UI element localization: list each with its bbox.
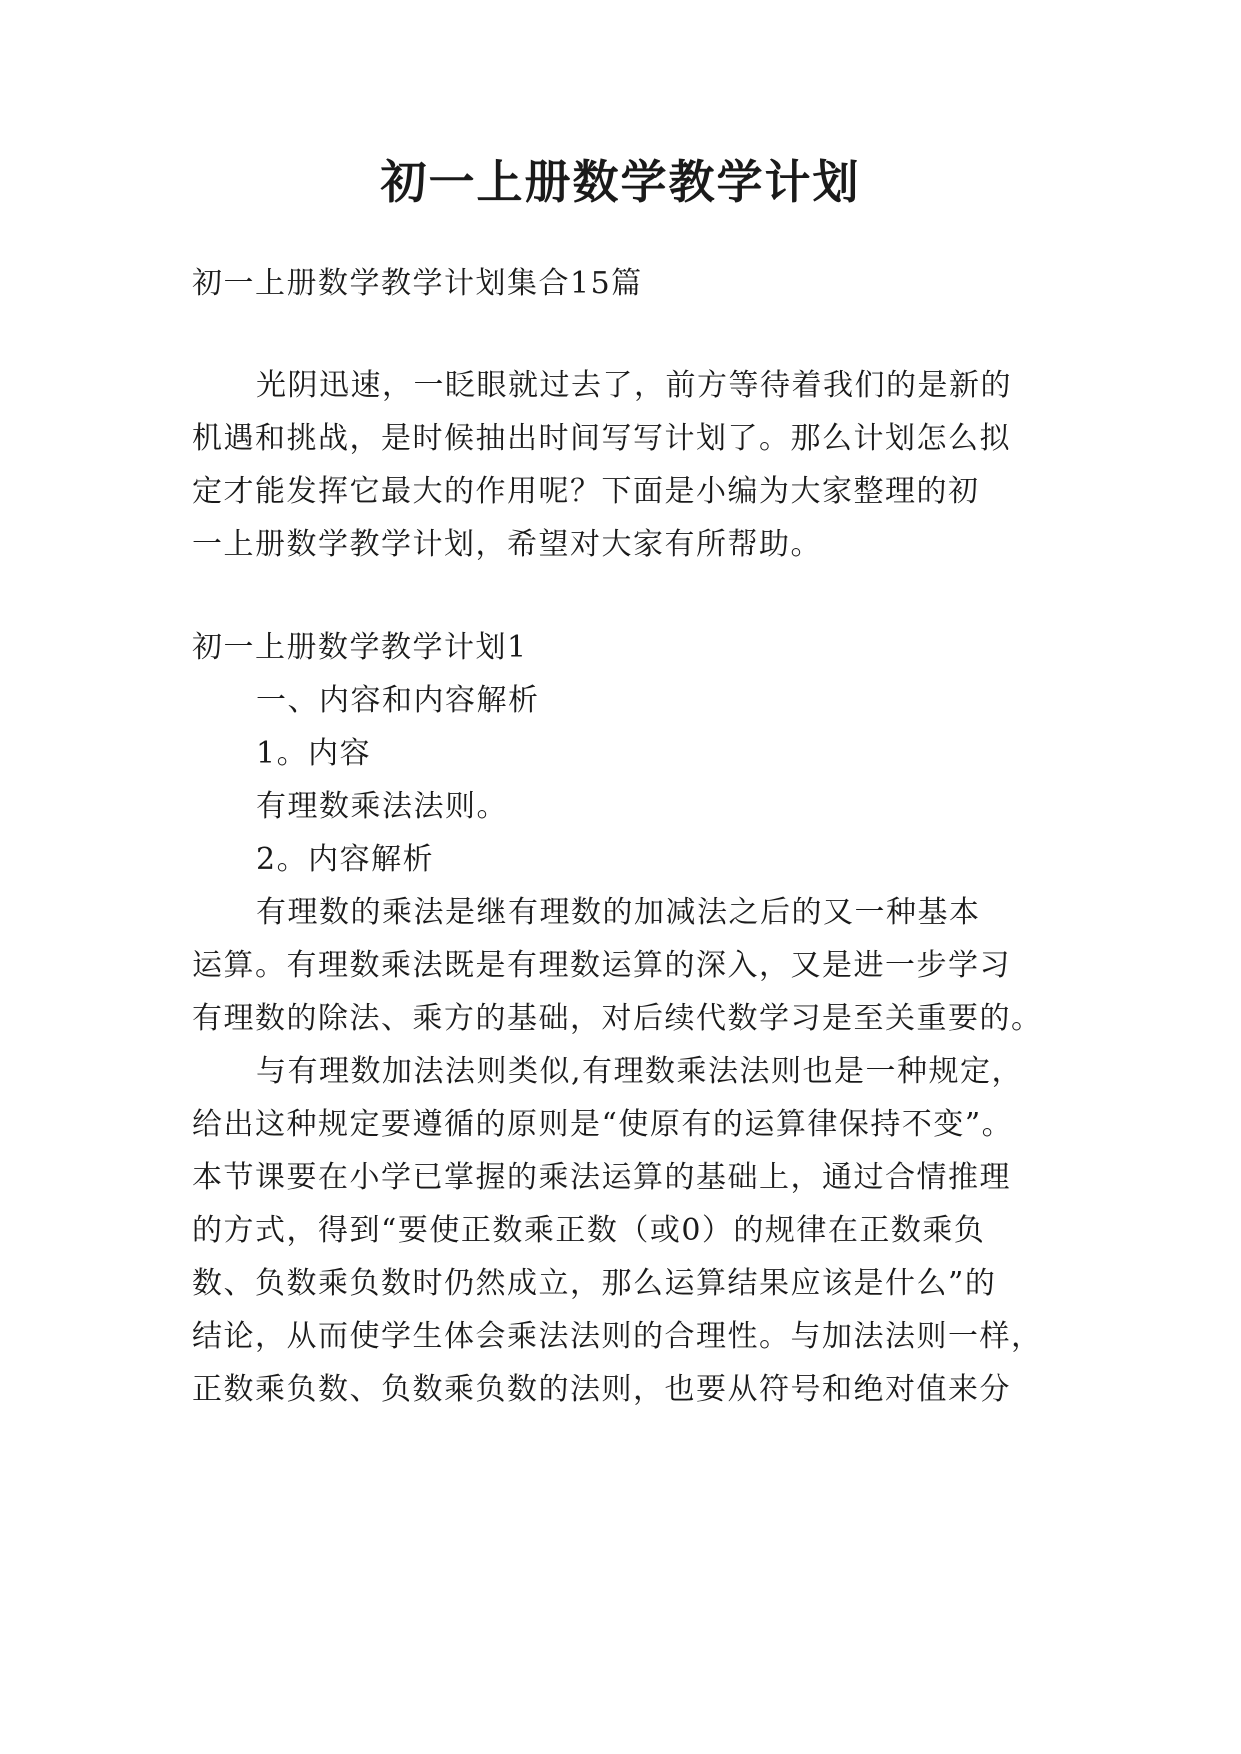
intro-line: 一上册数学教学计划，希望对大家有所帮助。 (192, 527, 822, 562)
outline-part-one: 一、内容和内容解析 (256, 683, 540, 718)
intro-line: 光阴迅速，一眨眼就过去了，前方等待着我们的是新的 (256, 368, 1012, 403)
paragraph-line: 运算。有理数乘法既是有理数运算的深入，又是进一步学习 (192, 948, 1011, 983)
paragraph-line: 正数乘负数、负数乘负数的法则，也要从符号和绝对值来分 (192, 1372, 1011, 1407)
paragraph-line: 有理数的除法、乘方的基础，对后续代数学习是至关重要的。 (192, 1001, 1043, 1036)
outline-item-2-heading: 2。内容解析 (256, 842, 435, 877)
paragraph-line: 有理数的乘法是继有理数的加减法之后的又一种基本 (256, 895, 981, 930)
outline-item-1-heading: 1。内容 (256, 736, 372, 771)
paragraph-line: 与有理数加法法则类似,有理数乘法法则也是一种规定， (256, 1054, 1024, 1089)
paragraph-line: 给出这种规定要遵循的原则是“使原有的运算律保持不变”。 (192, 1107, 1014, 1142)
section-heading: 初一上册数学教学计划1 (192, 630, 528, 665)
paragraph-line: 结论，从而使学生体会乘法法则的合理性。与加法法则一样， (192, 1319, 1043, 1354)
paragraph-line: 本节课要在小学已掌握的乘法运算的基础上，通过合情推理 (192, 1160, 1011, 1195)
outline-item-1-text: 有理数乘法法则。 (256, 789, 508, 824)
paragraph-line: 数、负数乘负数时仍然成立，那么运算结果应该是什么”的 (192, 1266, 997, 1301)
intro-line: 机遇和挑战，是时候抽出时间写写计划了。那么计划怎么拟 (192, 421, 1011, 456)
document-subtitle: 初一上册数学教学计划集合15篇 (192, 266, 643, 301)
document-title: 初一上册数学教学计划 (380, 155, 861, 209)
intro-line: 定才能发挥它最大的作用呢？下面是小编为大家整理的初 (192, 474, 980, 509)
paragraph-line: 的方式，得到“要使正数乘正数（或0）的规律在正数乘负 (192, 1213, 986, 1248)
